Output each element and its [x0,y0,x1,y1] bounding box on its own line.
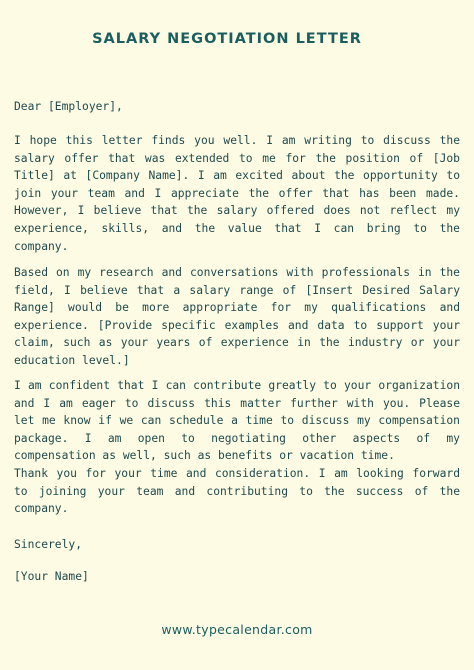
page-title: SALARY NEGOTIATION LETTER [92,31,362,47]
paragraph-3 [14,377,460,518]
paragraph-2-text: Based on my research and conversations with professionals in the field, I believe that a salary range of [Insert Desired Salary Range] would be more appropriate for my qualifications and experience. [Provide specific examples and data to support your claim, such as your years of experience in the industry or your education level.] [14,266,460,367]
closing [14,536,460,554]
paragraph-1 [14,132,460,255]
salutation-text: Dear [Employer], [14,100,123,113]
closing-text: Sincerely, [14,538,83,551]
paragraph-4-text: Thank you for your time and consideration. I am looking forward to joining your team and contributing to the success of the company. [14,466,460,516]
salutation [14,98,460,116]
paragraph-1-text: I hope this letter finds you well. I am writing to discuss the salary offer that was extended to me for the position of [Job Title] at [Company Name]. I am excited about the opportunity to join your team and I appreciate the offer that has been made. However, I believe that the salary offered does not reflect my experience, skills, and the value that I can bring to the company. [14,134,460,253]
paragraph-2 [14,264,460,370]
signature-text: [Your Name] [14,570,89,583]
signature [14,568,460,586]
footer-website: www.typecalendar.com [161,622,313,637]
paragraph-3-text: I am confident that I can contribute greatly to your organization and I am eager to discuss this matter further with you. Please let me know if we can schedule a time to discuss my compensation package. I am open to negotiating other aspects of my compensation as well, such as benefits or vacation time. [14,379,460,463]
